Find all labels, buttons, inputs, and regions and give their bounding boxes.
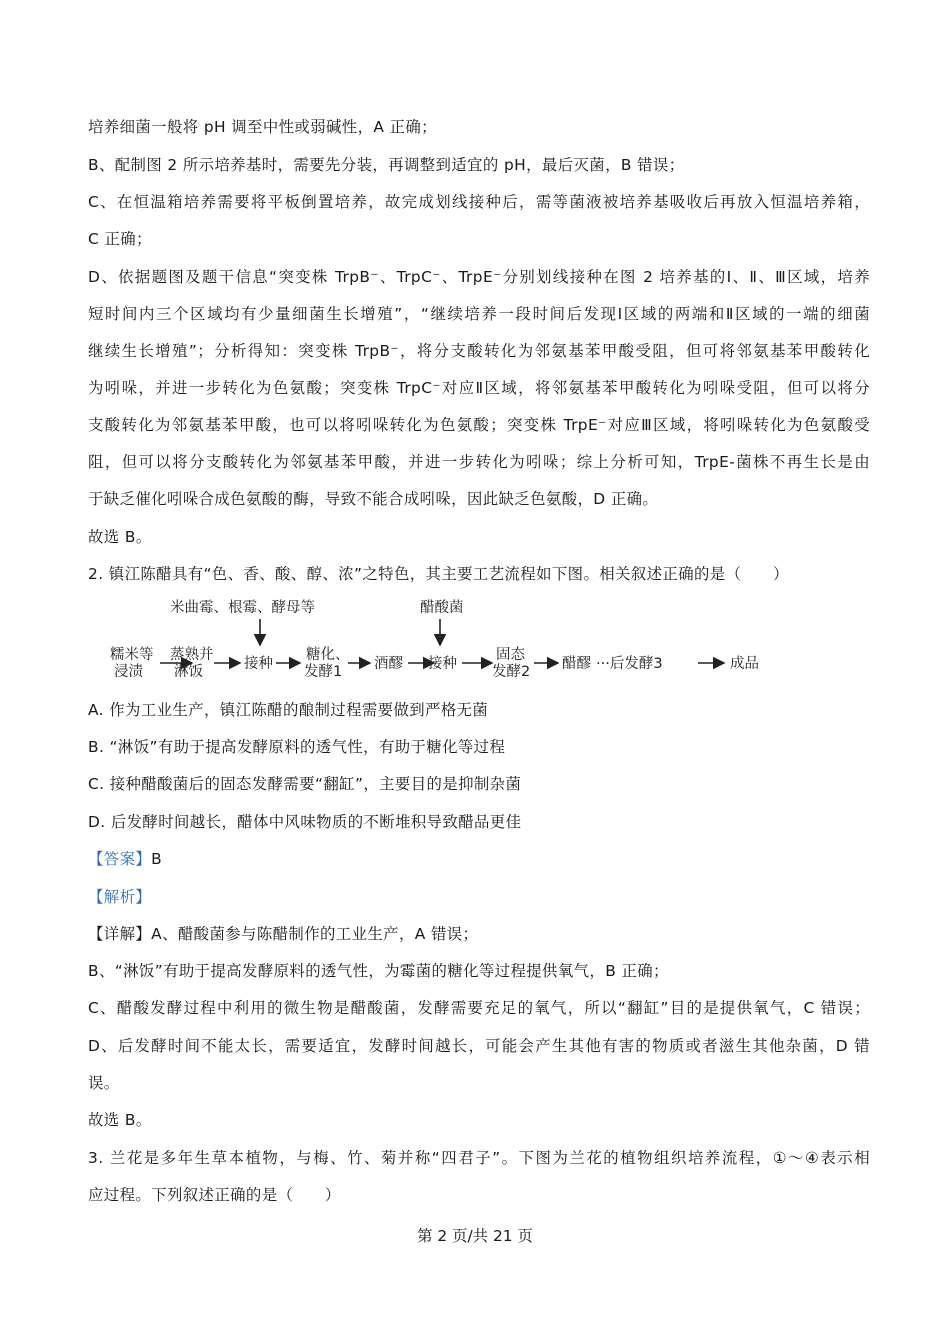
q2-detail-c: C、醋酸发酵过程中利用的微生物是醋酸菌，发酵需要充足的氧气，所以“翻缸”目的是提供氧气，C 错误； (88, 999, 870, 1017)
process-flow-diagram (110, 597, 810, 683)
q2-detail-d1: D、后发酵时间不能太长，需要适宜，发酵时间越长，可能会产生其他有害的物质或者滋生其他杂菌，D 错 (88, 1037, 870, 1055)
q2-answer (88, 849, 870, 869)
q1-line-d2: 短时间内三个区域均有少量细菌生长增殖”，“继续培养一段时间后发现Ⅰ区域的两端和Ⅱ区域的一端的细菌 (88, 305, 870, 323)
q2-detail-a (88, 924, 870, 944)
flow-step-2b: 淋饭 (174, 664, 203, 680)
q1-line-d4: 为吲哚，并进一步转化为色氨酸；突变株 TrpC⁻对应Ⅱ区域，将邻氨基苯甲酸转化为吲哚受阻，但可以将分 (88, 379, 870, 397)
page-footer: 第 2 页/共 21 页 (417, 1227, 533, 1245)
answer-tag: 【答案】 (88, 850, 152, 868)
q2-detail-d2: 误。 (88, 1074, 120, 1092)
q1-line-d6: 阻，但可以将分支酸转化为邻氨基苯甲酸，并进一步转化为吲哚；综上分析可知，TrpE-菌株不再生长是由 (88, 453, 870, 471)
flow-step-2a: 蒸熟并 (170, 647, 214, 663)
flow-step-9: ···后发酵3 (596, 656, 663, 672)
q1-line-c2: C 正确； (88, 230, 152, 248)
flow-step-4b: 发酵1 (304, 664, 343, 680)
flow-step-8: 醋醪 (562, 656, 591, 672)
flow-top-label-2: 醋酸菌 (420, 600, 464, 616)
q1-line-d5: 支酸转化为邻氨基苯甲酸，也可以将吲哚转化为色氨酸；突变株 TrpE⁻对应Ⅲ区域，将吲哚转化为色氨酸受 (88, 416, 870, 434)
flow-step-10: 成品 (730, 656, 759, 672)
q1-line-d3: 继续生长增殖”；分析得知：突变株 TrpB⁻，将分支酸转化为邻氨基苯甲酸受阻，但可将邻氨基苯甲酸转化 (88, 342, 870, 360)
flow-step-1b: 浸渍 (114, 664, 143, 680)
flow-top-label-1: 米曲霉、根霉、酵母等 (170, 600, 315, 616)
flow-step-1a: 糯米等 (110, 647, 154, 663)
flow-step-7a: 固态 (496, 647, 525, 663)
q1-line-a: 培养细菌一般将 pH 调至中性或弱碱性，A 正确； (88, 118, 437, 136)
analysis-tag: 【解析】 (88, 888, 152, 906)
flow-step-5: 酒醪 (374, 656, 403, 672)
q1-line-c1: C、在恒温箱培养需要将平板倒置培养，故完成划线接种后，需等菌液被培养基吸收后再放入恒温培养箱， (88, 193, 870, 211)
q2-option-a: A. 作为工业生产，镇江陈醋的酿制过程需要做到严格无菌 (88, 701, 489, 719)
flow-step-3: 接种 (244, 656, 273, 672)
q2-stem: 2. 镇江陈醋具有“色、香、酸、醇、浓”之特色，其主要工艺流程如下图。相关叙述正确的是（ ） (88, 565, 789, 583)
q2-option-b: B. “淋饭”有助于提高发酵原料的透气性，有助于糖化等过程 (88, 738, 506, 756)
q2-choose: 故选 B。 (88, 1111, 152, 1129)
q3-stem-2: 应过程。下列叙述正确的是（ ） (88, 1186, 341, 1204)
flow-step-4a: 糖化、 (306, 647, 350, 663)
q2-detail-b: B、“淋饭”有助于提高发酵原料的透气性，为霉菌的糖化等过程提供氧气，B 正确； (88, 962, 669, 980)
detail-a-text: A、醋酸菌参与陈醋制作的工业生产，A 错误； (151, 925, 479, 943)
flow-step-7b: 发酵2 (492, 664, 531, 680)
q2-option-d: D. 后发酵时间越长，醋体中风味物质的不断堆积导致醋品更佳 (88, 813, 522, 831)
q1-choose: 故选 B。 (88, 528, 152, 546)
q2-analysis (88, 887, 870, 907)
answer-value: B (151, 850, 163, 868)
q2-option-c: C. 接种醋酸菌后的固态发酵需要“翻缸”，主要目的是抑制杂菌 (88, 775, 522, 793)
q3-stem-1: 3. 兰花是多年生草本植物，与梅、竹、菊并称“四君子”。下图为兰花的植物组织培养流程，①～④表示相 (88, 1149, 870, 1167)
flow-step-6: 接种 (428, 656, 457, 672)
q1-line-d7: 于缺乏催化吲哚合成色氨酸的酶，导致不能合成吲哚，因此缺乏色氨酸，D 正确。 (88, 490, 659, 508)
q1-line-d1: D、依据题图及题干信息“突变株 TrpB⁻、TrpC⁻、TrpE⁻分别划线接种在图 2 培养基的Ⅰ、Ⅱ、Ⅲ区域，培养 (88, 268, 870, 286)
q1-line-b: B、配制图 2 所示培养基时，需要先分装，再调整到适宜的 pH，最后灭菌，B 错误； (88, 156, 685, 174)
detail-tag: 【详解】 (88, 925, 152, 943)
